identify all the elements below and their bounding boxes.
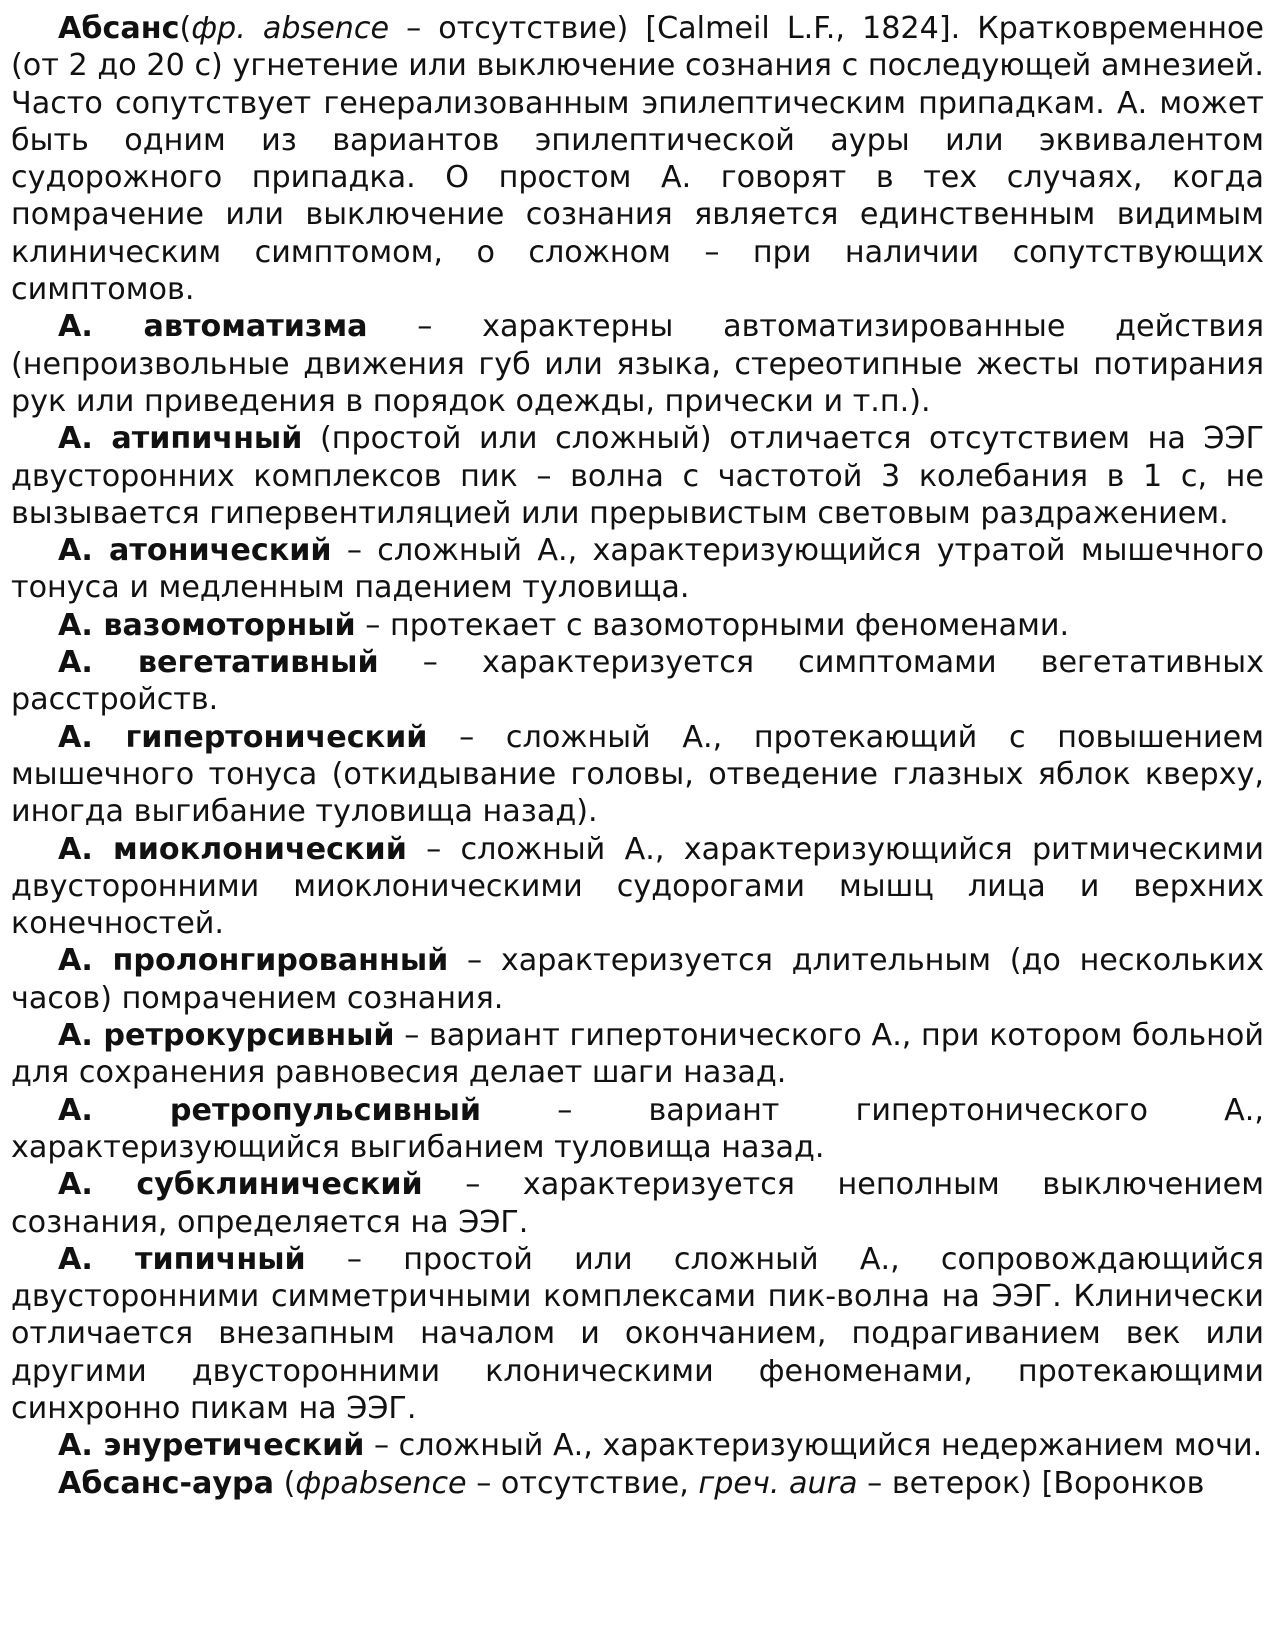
entry-text: – сложный А., характеризующийся утратой мышечного тонуса и медленным падением туловища. [11, 533, 1265, 606]
entry-italic-text: фр. absence [191, 11, 390, 46]
entry-vegetativnyi [11, 644, 1264, 719]
entry-text: – сложный А., характеризующийся ритмическими двусторонними миоклоническими судорогами мышц лица и верхних конечностей. [11, 831, 1264, 942]
entry-enureticheskii [11, 1427, 1264, 1464]
entry-text: – простой или сложный А., сопровождающийся двусторонними симметричными комплексами пик-волна на ЭЭГ. Клинически отличается внезапным началом и окончанием, подрагиванием век или другими двусторонними клоническими феноменами, протекающими синхронно пикам на ЭЭГ. [11, 1241, 1265, 1426]
entry-atonicheskii [11, 532, 1264, 607]
entry-retropulsivnyi [11, 1092, 1264, 1167]
entry-term: А. атипичный [58, 421, 303, 457]
entry-avtomatizma [11, 308, 1264, 420]
entry-atipichnyi [11, 420, 1264, 532]
entry-italic-text: фрabsence [295, 1465, 467, 1501]
entry-term: А. гипертонический [58, 719, 428, 755]
entry-mioklonicheskii [11, 831, 1264, 943]
entry-term: А. типичный [58, 1241, 306, 1277]
entry-retrokursivnyi [11, 1017, 1264, 1092]
entry-prolongirovannyi [11, 942, 1264, 1017]
entry-text: – отсутствие, [466, 1465, 699, 1501]
entry-text: – характеризуется симптомами вегетативных расстройств. [11, 645, 1264, 718]
entry-term: Абсанс [58, 11, 180, 46]
entry-text: – отсутствие) [Calmeil L.F., 1824]. Кратковременное (от 2 до 20 с) угнетение или выключение сознания с последующей амнезией. Часто сопутствует генерализованным эпилептическим припадкам. А. может быть одним из вариантов эпилептической ауры или эквивалентом судорожного припадка. О простом А. говорят в тех случаях, когда помрачение или выключение сознания является единственным видимым клиническим симптомом, о сложном – при наличии сопутствующих симптомов. [11, 11, 1264, 308]
entry-term: А. ретрокурсивный [58, 1018, 395, 1054]
entry-text: – сложный А., протекающий с повышением мышечного тонуса (откидывание головы, отведение глазных яблок кверху, иногда выгибание туловища назад). [11, 719, 1264, 830]
entry-text: – протекает с вазомоторными феноменами. [355, 607, 1070, 643]
entry-term: А. ретропульсивный [58, 1092, 482, 1128]
entry-term: А. миоклонический [58, 831, 407, 867]
entry-text: – характерны автоматизированные действия (непроизвольные движения губ или языка, стереотипные жесты потирания рук или приведения в порядок одежды, прически и т.п.). [11, 309, 1264, 419]
entry-text: – характеризуется неполным выключением сознания, определяется на ЭЭГ. [11, 1167, 1264, 1240]
entry-absans [11, 10, 1264, 308]
entry-text: – ветерок) [Воронков [857, 1465, 1205, 1501]
entry-text: – сложный А., характеризующийся недержанием мочи. [364, 1428, 1263, 1464]
entry-vazomotornyi [11, 607, 1264, 644]
entry-text: – вариант гипертонического А., характеризующийся выгибанием туловища назад. [11, 1092, 1264, 1165]
entry-term: А. пролонгированный [58, 943, 449, 979]
entry-term: А. вегетативный [58, 645, 379, 681]
entry-term: А. субклинический [58, 1167, 423, 1203]
entry-gipertonicheskii [11, 719, 1264, 831]
entry-text: ( [179, 11, 192, 46]
entry-tipichnyi [11, 1241, 1264, 1427]
entry-term: А. энуретический [58, 1428, 365, 1464]
entry-term: А. вазомоторный [58, 607, 356, 643]
entry-term: Абсанс-аура [58, 1465, 275, 1501]
entry-term: А. атонический [58, 533, 332, 569]
entry-text: ( [274, 1465, 296, 1501]
entry-text: – характеризуется длительным (до нескольких часов) помрачением сознания. [11, 943, 1264, 1016]
entry-text: – вариант гипертонического А., при котором больной для сохранения равновесия делает шаги назад. [11, 1018, 1265, 1091]
entry-italic-text: греч. aura [698, 1465, 858, 1501]
entry-absans-aura [11, 1465, 1264, 1502]
entry-term: А. автоматизма [58, 309, 368, 345]
entry-subklinicheskii [11, 1166, 1264, 1241]
entry-text: (простой или сложный) отличается отсутствием на ЭЭГ двусторонних комплексов пик – волна с частотой 3 колебания в 1 с, не вызывается гипервентиляцией или прерывистым световым раздражением. [11, 421, 1264, 531]
